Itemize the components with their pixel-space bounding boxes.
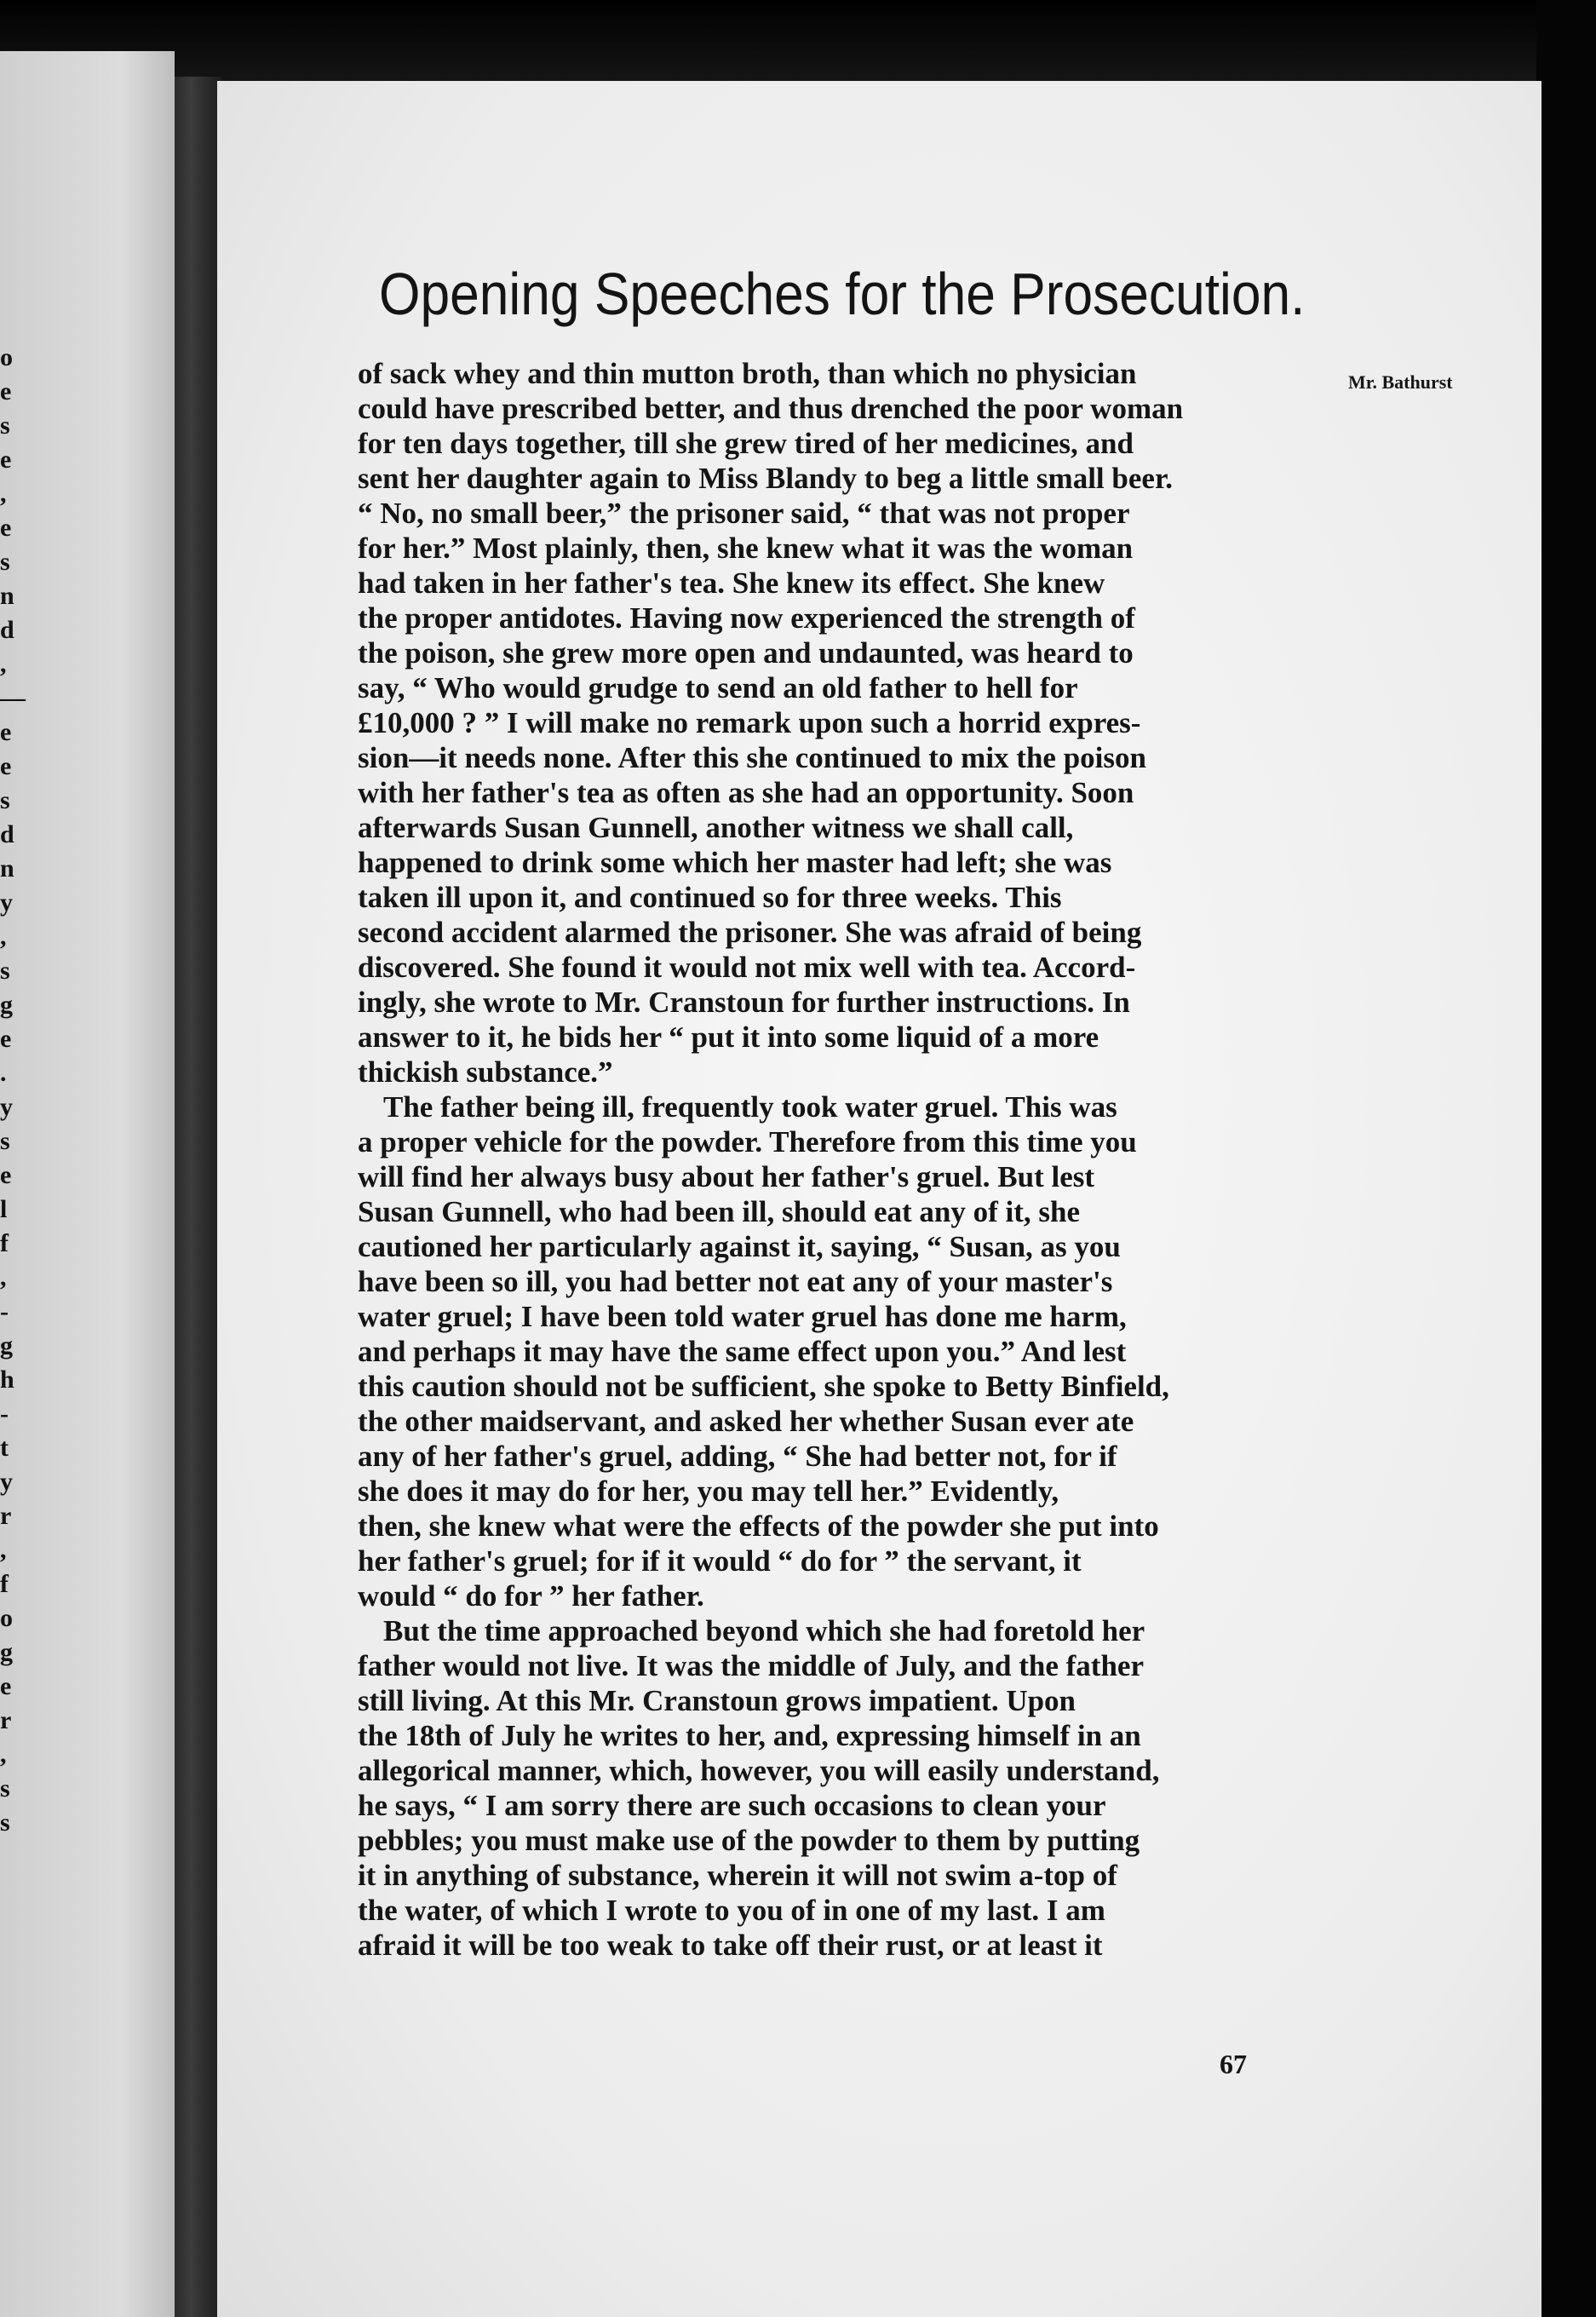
- text-line: a proper vehicle for the powder. Therefore from this time you: [358, 1125, 1137, 1158]
- text-line: the poison, she grew more open and undaunted, was heard to: [358, 636, 1134, 670]
- left-page-edge-char: -: [0, 1297, 9, 1325]
- text-line: allegorical manner, which, however, you will easily understand,: [358, 1754, 1160, 1787]
- text-line: father would not live. It was the middle of July, and the father: [358, 1649, 1144, 1682]
- text-line: the 18th of July he writes to her, and, expressing himself in an: [358, 1719, 1141, 1752]
- text-line: afterwards Susan Gunnell, another witness we shall call,: [358, 811, 1074, 844]
- left-page-edge-char: e: [0, 514, 12, 542]
- text-line: £10,000 ? ” I will make no remark upon such a horrid expres-: [358, 706, 1141, 739]
- text-line: happened to drink some which her master had left; she was: [358, 846, 1112, 879]
- left-page-edge-char: s: [0, 1127, 10, 1155]
- text-line: still living. At this Mr. Cranstoun grows impatient. Upon: [358, 1684, 1076, 1717]
- left-page-edge-char: o: [0, 1604, 13, 1632]
- left-page-edge-char: s: [0, 548, 10, 576]
- left-page-edge-char: e: [0, 752, 12, 780]
- left-page-edge-char: e: [0, 718, 12, 746]
- left-page-edge-char: o: [0, 343, 13, 371]
- left-page-edge-char: n: [0, 854, 14, 883]
- text-line: and perhaps it may have the same effect upon you.” And lest: [358, 1335, 1127, 1368]
- body-text: [358, 356, 1320, 1963]
- text-line: thickish substance.”: [358, 1055, 613, 1089]
- text-line: her father's gruel; for if it would “ do for ” the servant, it: [358, 1544, 1082, 1578]
- left-page-edge-char: s: [0, 957, 10, 985]
- text-line: for ten days together, till she grew tired of her medicines, and: [358, 427, 1134, 460]
- left-page-edge-char: s: [0, 1774, 10, 1802]
- text-line: with her father's tea as often as she had an opportunity. Soon: [358, 776, 1134, 809]
- text-line: second accident alarmed the prisoner. She was afraid of being: [358, 916, 1142, 949]
- left-page-edge-char: ,: [0, 1263, 7, 1291]
- page-number: 67: [1220, 2049, 1247, 2079]
- text-line: sion—it needs none. After this she continued to mix the poison: [358, 741, 1146, 774]
- text-line: water gruel; I have been told water gruel has done me harm,: [358, 1300, 1127, 1333]
- text-line: have been so ill, you had better not eat any of your master's: [358, 1265, 1113, 1298]
- left-page-edge-char: r: [0, 1706, 12, 1734]
- left-page-edge-char: -: [0, 1400, 9, 1428]
- left-page-edge-char: ,: [0, 650, 7, 678]
- left-page-edge-char: e: [0, 1161, 12, 1189]
- text-line: But the time approached beyond which she had foretold her: [383, 1614, 1145, 1647]
- left-page-edge-characters: [0, 341, 26, 1840]
- left-page-edge-char: e: [0, 446, 12, 474]
- text-line: the water, of which I wrote to you of in one of my last. I am: [358, 1894, 1105, 1927]
- left-page-edge-char: ,: [0, 1740, 7, 1768]
- text-line: will find her always busy about her father's gruel. But lest: [358, 1160, 1095, 1193]
- text-line: it in anything of substance, wherein it will not swim a-top of: [358, 1859, 1117, 1892]
- text-line: of sack whey and thin mutton broth, than which no physician: [358, 357, 1137, 390]
- text-line: discovered. She found it would not mix well with tea. Accord-: [358, 951, 1136, 984]
- left-page-edge-char: r: [0, 1502, 12, 1530]
- text-line: sent her daughter again to Miss Blandy to beg a little small beer.: [358, 462, 1174, 495]
- text-line: the other maidservant, and asked her whether Susan ever ate: [358, 1405, 1134, 1438]
- left-page-edge-char: s: [0, 786, 10, 814]
- left-page-edge-char: s: [0, 411, 10, 440]
- text-line: this caution should not be sufficient, she spoke to Betty Binfield,: [358, 1370, 1169, 1403]
- text-line: “ No, no small beer,” the prisoner said, “ that was not proper: [358, 497, 1130, 530]
- text-line: then, she knew what were the effects of the powder she put into: [358, 1509, 1159, 1543]
- left-page-edge-char: ,: [0, 480, 7, 508]
- scanner-background-right: [1536, 0, 1596, 2317]
- scanner-background-top: [0, 0, 1596, 81]
- text-line: he says, “ I am sorry there are such occasions to clean your: [358, 1789, 1106, 1822]
- left-page-edge-char: e: [0, 1672, 12, 1700]
- text-line: would “ do for ” her father.: [358, 1579, 704, 1613]
- left-page-edge-char: t: [0, 1434, 9, 1462]
- left-page-edge-char: g: [0, 1331, 13, 1360]
- left-page-edge-char: d: [0, 820, 14, 848]
- left-page-edge-char: d: [0, 616, 14, 644]
- left-page-edge-char: n: [0, 582, 14, 610]
- left-page-edge-char: —: [0, 684, 26, 712]
- left-page-edge-char: y: [0, 1093, 13, 1121]
- text-line: say, “ Who would grudge to send an old father to hell for: [358, 671, 1078, 704]
- text-line: any of her father's gruel, adding, “ She had better not, for if: [358, 1440, 1117, 1473]
- text-line: cautioned her particularly against it, saying, “ Susan, as you: [358, 1230, 1121, 1263]
- left-page-edge: [0, 51, 175, 2317]
- left-page-edge-char: .: [0, 1059, 7, 1087]
- text-line: afraid it will be too weak to take off their rust, or at least it: [358, 1929, 1103, 1962]
- text-line: the proper antidotes. Having now experienced the strength of: [358, 601, 1135, 635]
- left-page-edge-char: ,: [0, 923, 7, 951]
- left-page-edge-char: f: [0, 1229, 9, 1257]
- left-page-edge-char: f: [0, 1570, 9, 1598]
- left-page-edge-char: y: [0, 1468, 13, 1496]
- book-gutter: [175, 77, 221, 2317]
- text-line: The father being ill, frequently took water gruel. This was: [383, 1090, 1117, 1124]
- text-line: pebbles; you must make use of the powder to them by putting: [358, 1824, 1140, 1857]
- left-page-edge-char: ,: [0, 1536, 7, 1564]
- left-page-edge-char: g: [0, 1638, 13, 1666]
- text-line: ingly, she wrote to Mr. Cranstoun for further instructions. In: [358, 986, 1130, 1019]
- left-page-edge-char: e: [0, 1025, 12, 1053]
- text-line: Susan Gunnell, who had been ill, should eat any of it, she: [358, 1195, 1081, 1228]
- text-line: taken ill upon it, and continued so for three weeks. This: [358, 881, 1062, 914]
- text-line: she does it may do for her, you may tell her.” Evidently,: [358, 1475, 1059, 1508]
- left-page-edge-char: e: [0, 377, 12, 405]
- text-line: for her.” Most plainly, then, she knew what it was the woman: [358, 532, 1134, 565]
- left-page-edge-char: l: [0, 1195, 8, 1223]
- margin-note-speaker: Mr. Bathurst: [1348, 371, 1453, 393]
- left-page-edge-char: s: [0, 1808, 10, 1837]
- text-line: had taken in her father's tea. She knew its effect. She knew: [358, 566, 1105, 600]
- left-page-edge-char: y: [0, 888, 13, 917]
- left-page-edge-char: h: [0, 1365, 14, 1394]
- left-page-edge-char: g: [0, 991, 13, 1019]
- text-line: answer to it, he bids her “ put it into some liquid of a more: [358, 1021, 1099, 1054]
- page-title: Opening Speeches for the Prosecution.: [379, 261, 1306, 327]
- text-line: could have prescribed better, and thus drenched the poor woman: [358, 392, 1184, 425]
